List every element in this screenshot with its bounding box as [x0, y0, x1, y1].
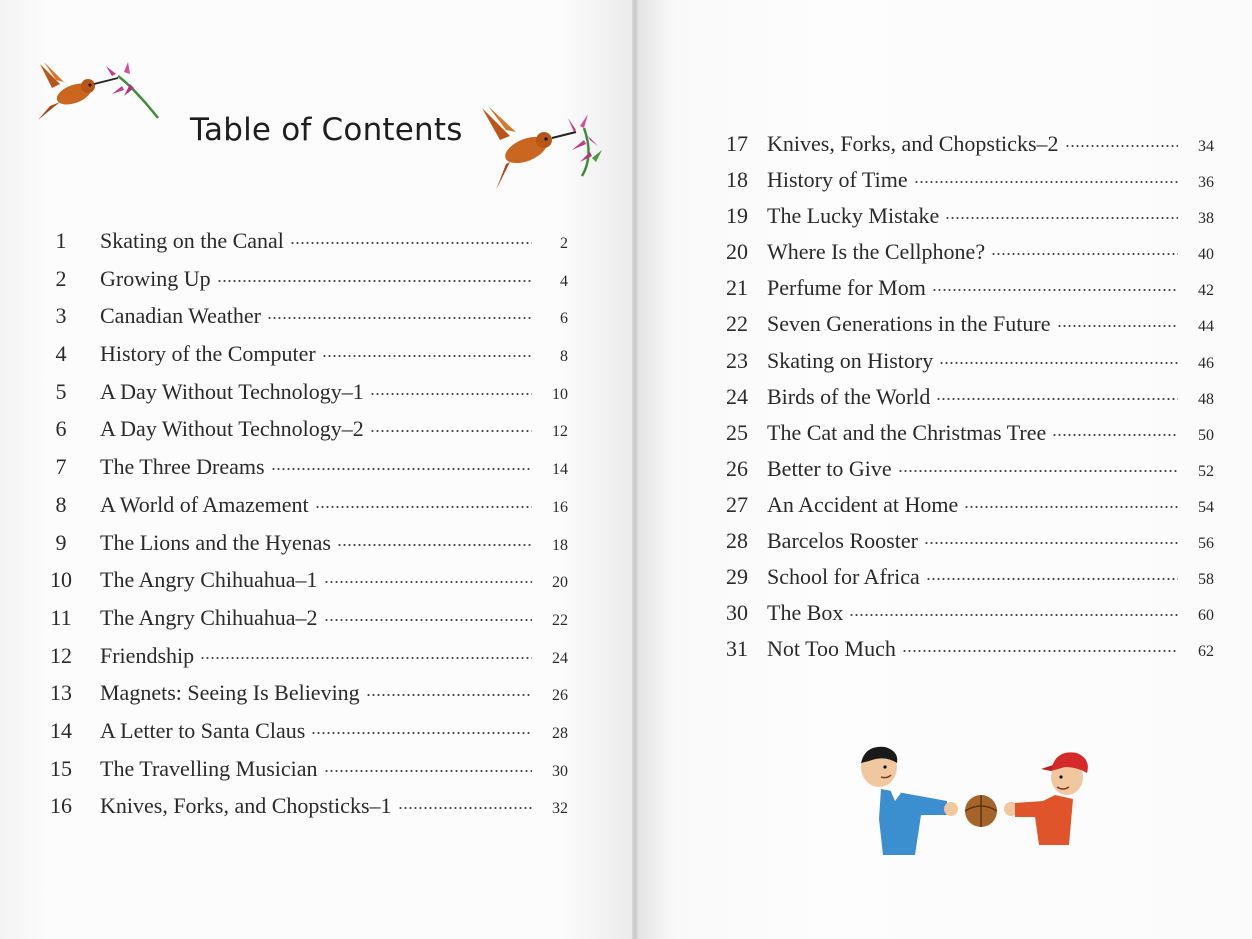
dot-leader	[936, 397, 1178, 401]
chapter-title: Not Too Much	[767, 636, 896, 662]
page-number: 62	[1198, 643, 1214, 661]
dot-leader	[924, 541, 1178, 545]
chapter-number: 4	[55, 341, 67, 367]
page-number: 40	[1198, 246, 1214, 264]
chapter-title: History of the Computer	[100, 341, 316, 367]
toc-entry	[48, 303, 568, 341]
chapter-number: 5	[55, 378, 67, 404]
dot-leader	[370, 392, 532, 396]
dot-leader	[324, 580, 532, 584]
toc-entry	[48, 756, 568, 794]
chapter-number: 28	[726, 528, 748, 554]
chapter-number: 17	[726, 131, 748, 156]
chapter-number: 9	[55, 529, 67, 555]
dot-leader	[324, 618, 532, 622]
toc-entry	[722, 420, 1214, 456]
chapter-title: An Accident at Home	[767, 491, 959, 517]
chapter-title: The Lions and the Hyenas	[100, 529, 331, 555]
hummingbird-icon	[476, 106, 608, 194]
toc-entry	[48, 643, 568, 681]
toc-entry	[722, 384, 1214, 420]
chapter-title: A Day Without Technology–1	[100, 378, 364, 404]
page-number: 58	[1198, 571, 1214, 589]
page-number: 8	[560, 348, 568, 366]
chapter-title: Skating on the Canal	[100, 228, 284, 253]
page-number: 24	[552, 649, 568, 667]
toc-entry	[48, 379, 568, 417]
chapter-number: 7	[55, 454, 67, 480]
chapter-title: A Day Without Technology–2	[100, 416, 364, 442]
dot-leader	[898, 469, 1178, 473]
dot-leader	[1065, 144, 1179, 148]
chapter-title: Seven Generations in the Future	[767, 311, 1051, 337]
chapter-title: Knives, Forks, and Chopsticks–1	[100, 793, 392, 819]
dot-leader	[398, 806, 533, 810]
toc-entry	[48, 530, 568, 568]
chapter-number: 19	[726, 203, 748, 229]
dot-leader	[200, 656, 532, 660]
chapter-number: 2	[55, 265, 67, 291]
hummingbird-icon	[30, 58, 162, 126]
chapter-number: 21	[726, 275, 748, 301]
toc-entry	[722, 600, 1214, 636]
chapter-title: Perfume for Mom	[767, 275, 926, 301]
toc-entry	[722, 492, 1214, 528]
page-number: 10	[552, 385, 568, 403]
page-number: 16	[552, 498, 568, 516]
page-number: 44	[1198, 318, 1214, 336]
toc-entry	[722, 311, 1214, 347]
page-number: 2	[560, 235, 568, 252]
page-number: 22	[552, 611, 568, 629]
chapter-title: The Lucky Mistake	[767, 203, 940, 229]
dot-leader	[370, 429, 532, 433]
dot-leader	[926, 577, 1178, 581]
dot-leader	[991, 252, 1178, 256]
chapter-title: Skating on History	[767, 347, 934, 373]
dot-leader	[217, 279, 532, 283]
toc-entry	[48, 416, 568, 454]
dot-leader	[964, 505, 1178, 509]
dot-leader	[1052, 433, 1178, 437]
page-number: 52	[1198, 462, 1214, 480]
chapter-number: 24	[726, 383, 748, 409]
chapter-number: 13	[50, 680, 72, 706]
page-number: 56	[1198, 535, 1214, 553]
toc-entry	[48, 567, 568, 605]
chapter-number: 6	[55, 416, 67, 442]
dot-leader	[324, 769, 532, 773]
children-tug-of-war-icon	[855, 745, 1105, 860]
dot-leader	[914, 180, 1178, 184]
page-number: 20	[552, 574, 568, 592]
chapter-number: 18	[726, 167, 748, 193]
toc-entry	[722, 636, 1214, 672]
chapter-number: 26	[726, 455, 748, 481]
chapter-number: 22	[726, 311, 748, 337]
dot-leader	[337, 543, 532, 547]
dot-leader	[271, 467, 532, 471]
toc-list-right	[722, 131, 1214, 672]
chapter-number: 20	[726, 239, 748, 265]
toc-entry	[48, 793, 568, 831]
chapter-title: The Angry Chihuahua–1	[100, 567, 318, 593]
toc-entry	[48, 454, 568, 492]
toc-list-left	[48, 228, 568, 831]
page-number: 32	[552, 800, 568, 818]
toc-entry	[48, 680, 568, 718]
chapter-title: The Angry Chihuahua–2	[100, 604, 318, 630]
chapter-number: 27	[726, 491, 748, 517]
page-number: 46	[1198, 354, 1214, 372]
page-number: 48	[1198, 390, 1214, 408]
page-number: 30	[552, 762, 568, 780]
toc-entry	[722, 167, 1214, 203]
toc-entry	[48, 605, 568, 643]
dot-leader	[267, 316, 532, 320]
toc-entry	[722, 564, 1214, 600]
chapter-title: Better to Give	[767, 455, 892, 481]
toc-entry	[722, 131, 1214, 167]
toc-entry	[48, 718, 568, 756]
chapter-number: 10	[50, 567, 72, 593]
chapter-number: 29	[726, 564, 748, 590]
chapter-number: 16	[50, 793, 72, 819]
toc-entry	[722, 239, 1214, 275]
chapter-number: 3	[55, 303, 67, 329]
chapter-title: Knives, Forks, and Chopsticks–2	[767, 131, 1059, 156]
toc-entry	[722, 456, 1214, 492]
chapter-number: 14	[50, 717, 72, 743]
toc-entry	[722, 203, 1214, 239]
chapter-number: 30	[726, 600, 748, 626]
chapter-number: 25	[726, 419, 748, 445]
page-number: 18	[552, 536, 568, 554]
chapter-number: 15	[50, 755, 72, 781]
chapter-number: 31	[726, 636, 748, 662]
chapter-number: 11	[50, 604, 72, 630]
toc-entry	[722, 348, 1214, 384]
chapter-number: 1	[55, 228, 67, 253]
chapter-title: History of Time	[767, 167, 908, 193]
chapter-title: School for Africa	[767, 564, 920, 590]
page-number: 6	[560, 310, 568, 328]
chapter-title: The Box	[767, 600, 844, 626]
dot-leader	[939, 361, 1178, 365]
chapter-title: Magnets: Seeing Is Believing	[100, 680, 360, 706]
toc-entry	[722, 275, 1214, 311]
chapter-title: A World of Amazement	[100, 491, 309, 517]
dot-leader	[290, 241, 532, 245]
page-number: 42	[1198, 282, 1214, 300]
page-number: 12	[552, 423, 568, 441]
chapter-title: Friendship	[100, 642, 195, 668]
dot-leader	[849, 613, 1178, 617]
dot-leader	[1057, 324, 1179, 328]
chapter-number: 8	[55, 491, 67, 517]
chapter-title: Canadian Weather	[100, 303, 261, 329]
chapter-title: Barcelos Rooster	[767, 528, 918, 554]
page-number: 14	[552, 461, 568, 479]
dot-leader	[322, 354, 532, 358]
dot-leader	[366, 693, 532, 697]
toc-entry	[48, 341, 568, 379]
dot-leader	[945, 216, 1178, 220]
toc-entry	[722, 528, 1214, 564]
toc-entry	[48, 492, 568, 530]
toc-entry	[48, 228, 568, 266]
page-number: 54	[1198, 498, 1214, 516]
chapter-title: Growing Up	[100, 265, 211, 291]
chapter-title: The Cat and the Christmas Tree	[767, 419, 1047, 445]
dot-leader	[902, 649, 1178, 653]
chapter-title: A Letter to Santa Claus	[100, 717, 306, 743]
page-number: 26	[552, 687, 568, 705]
dot-leader	[311, 731, 532, 735]
toc-entry	[48, 266, 568, 304]
dot-leader	[932, 288, 1178, 292]
page-number: 28	[552, 724, 568, 742]
chapter-title: The Travelling Musician	[100, 755, 318, 781]
chapter-title: The Three Dreams	[100, 454, 265, 480]
page-number: 36	[1198, 174, 1214, 192]
page-number: 34	[1198, 138, 1214, 155]
chapter-number: 12	[50, 642, 72, 668]
page-number: 50	[1198, 426, 1214, 444]
chapter-title: Birds of the World	[767, 383, 931, 409]
page-number: 60	[1198, 607, 1214, 625]
chapter-title: Where Is the Cellphone?	[767, 239, 986, 265]
page-title: Table of Contents	[190, 112, 463, 148]
chapter-number: 23	[726, 347, 748, 373]
dot-leader	[315, 505, 532, 509]
page-number: 4	[560, 272, 568, 290]
page-number: 38	[1198, 210, 1214, 228]
